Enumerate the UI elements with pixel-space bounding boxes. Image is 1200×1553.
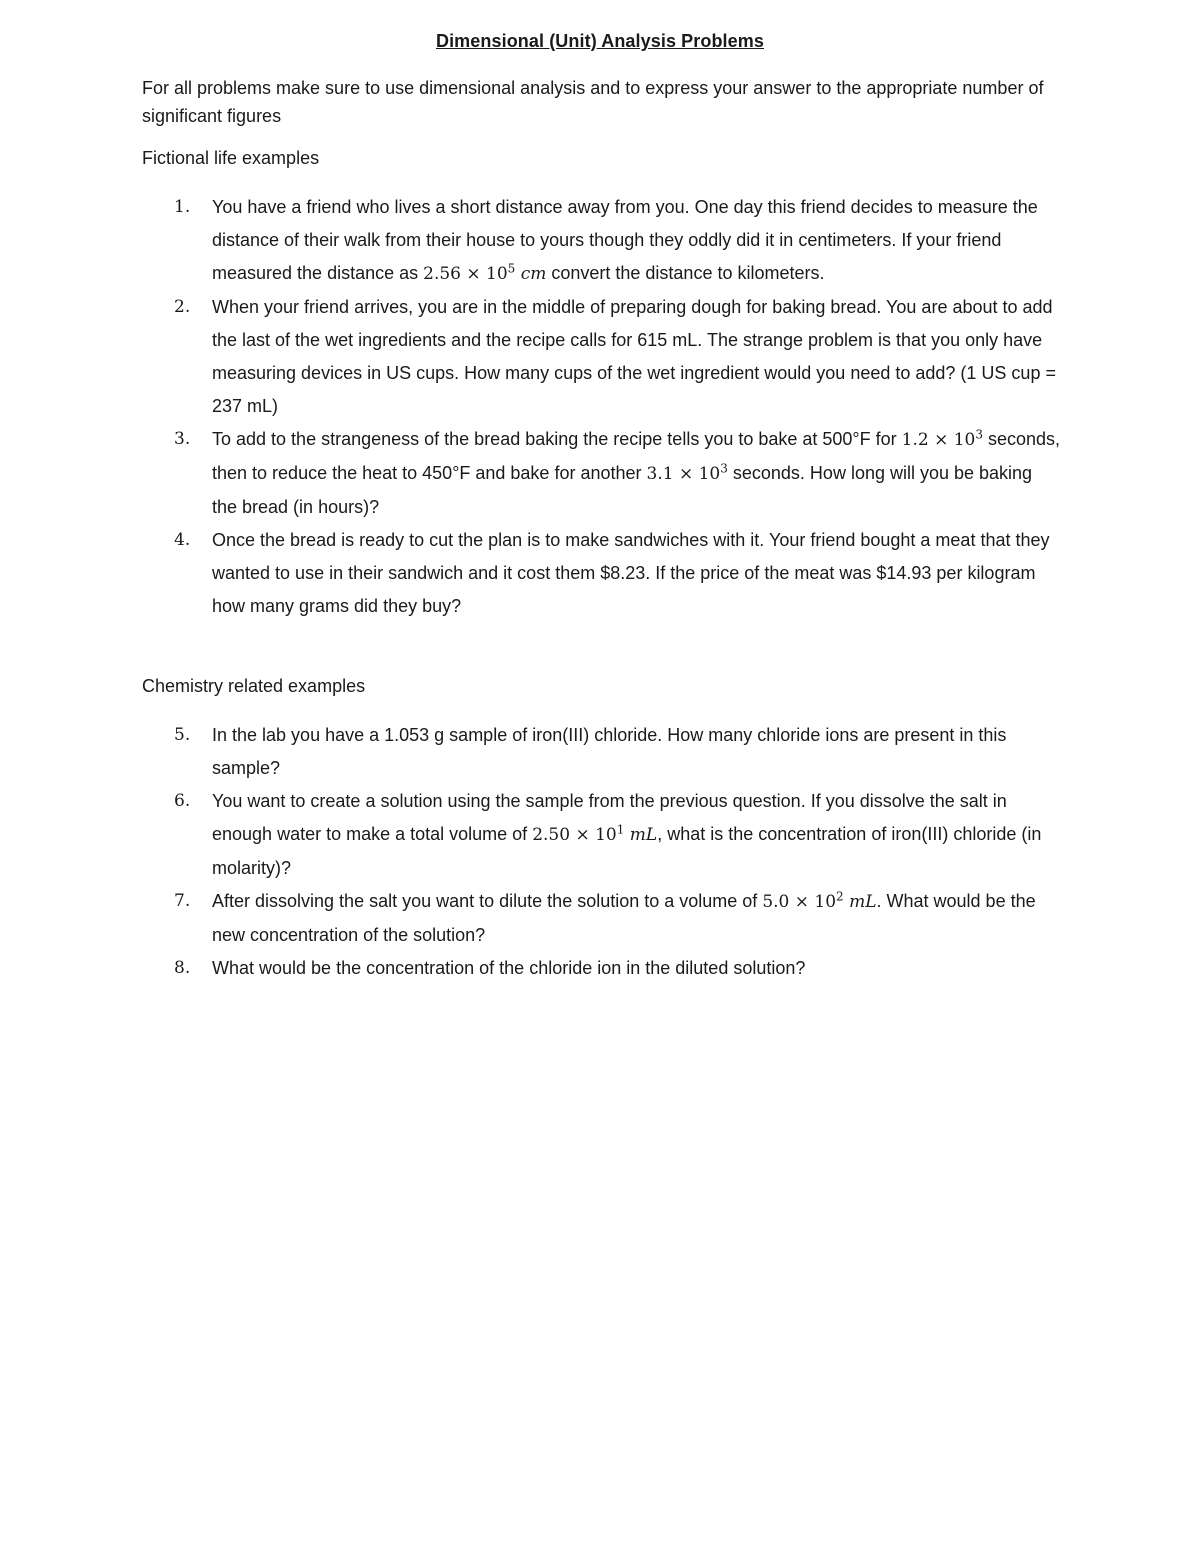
math-expression: $1.2 \times 10^3$ (901, 427, 984, 450)
problem-number: 5. (174, 725, 191, 745)
problem-item-2 (142, 291, 1062, 423)
problem-text: You have a friend who lives a short distance away from you. One day this friend decides to measure the distance of their walk from their house to yours though they oddly did it in centimeters. If your friend measured the distance as (212, 197, 1038, 283)
math-expression: $3.1 \times 10^3$ (646, 461, 728, 484)
problem-number: 4. (174, 530, 191, 550)
problem-list-fictional (142, 191, 1062, 623)
problem-text: convert the distance to kilometers. (546, 263, 825, 283)
problem-text: What would be the concentration of the chloride ion in the diluted solution? (212, 958, 806, 978)
problem-item-7 (142, 885, 1062, 952)
problem-number: 6. (174, 791, 191, 811)
section-heading-fictional: Fictional life examples (142, 148, 320, 168)
document-title: Dimensional (Unit) Analysis Problems (435, 31, 764, 51)
problem-item-8 (142, 952, 1062, 985)
problem-text: Once the bread is ready to cut the plan is to make sandwiches with it. Your friend bought a meat that they wanted to use in their sandwich and it cost them $8.23. If the price of the meat was $14.93 per kilogram how many grams did they buy? (212, 530, 1050, 616)
problem-text: , what is the concentration of iron(III) chloride (in molarity)? (212, 824, 1042, 878)
problem-text: After dissolving the salt you want to dilute the solution to a volume of (212, 891, 763, 911)
problem-number: 8. (174, 958, 191, 978)
problem-number: 2. (174, 297, 191, 317)
problem-list-chemistry (142, 719, 1062, 985)
math-expression: $5.0 \times 10^2$ mL (762, 889, 877, 912)
math-expression: $2.50 \times 10^1$ mL (532, 822, 658, 845)
instructions-paragraph: For all problems make sure to use dimensional analysis and to express your answer to the appropriate number of significant figures (142, 78, 1044, 126)
problem-text: . What would be the new concentration of the solution? (212, 891, 1036, 945)
problem-text: You want to create a solution using the sample from the previous question. If you dissolve the salt in enough water to make a total volume of (212, 791, 1007, 844)
problem-item-3 (142, 423, 1062, 524)
problem-text: seconds. How long will you be baking the bread (in hours)? (212, 463, 1033, 517)
problem-item-4 (142, 524, 1062, 623)
problem-item-1 (142, 191, 1062, 291)
problem-item-5 (142, 719, 1062, 785)
problem-number: 3. (174, 429, 191, 449)
problem-text: When your friend arrives, you are in the middle of preparing dough for baking bread. You are about to add the last of the wet ingredients and the recipe calls for 615 mL. The strange problem is that you only have measuring devices in US cups. How many cups of the wet ingredient would you need to add? (1 US cup = 237 mL) (212, 297, 1056, 416)
math-expression: $2.56 \times 10^5$ cm (423, 261, 547, 284)
problem-item-6 (142, 785, 1062, 885)
problem-text: In the lab you have a 1.053 g sample of iron(III) chloride. How many chloride ions are present in this sample? (212, 725, 1007, 778)
problem-text: seconds, then to reduce the heat to 450°F and bake for another (212, 429, 1061, 483)
problem-text: To add to the strangeness of the bread baking the recipe tells you to bake at 500°F for (212, 429, 902, 449)
section-heading-chemistry: Chemistry related examples (142, 676, 366, 696)
problem-number: 7. (174, 891, 191, 911)
problem-number: 1. (174, 197, 191, 217)
